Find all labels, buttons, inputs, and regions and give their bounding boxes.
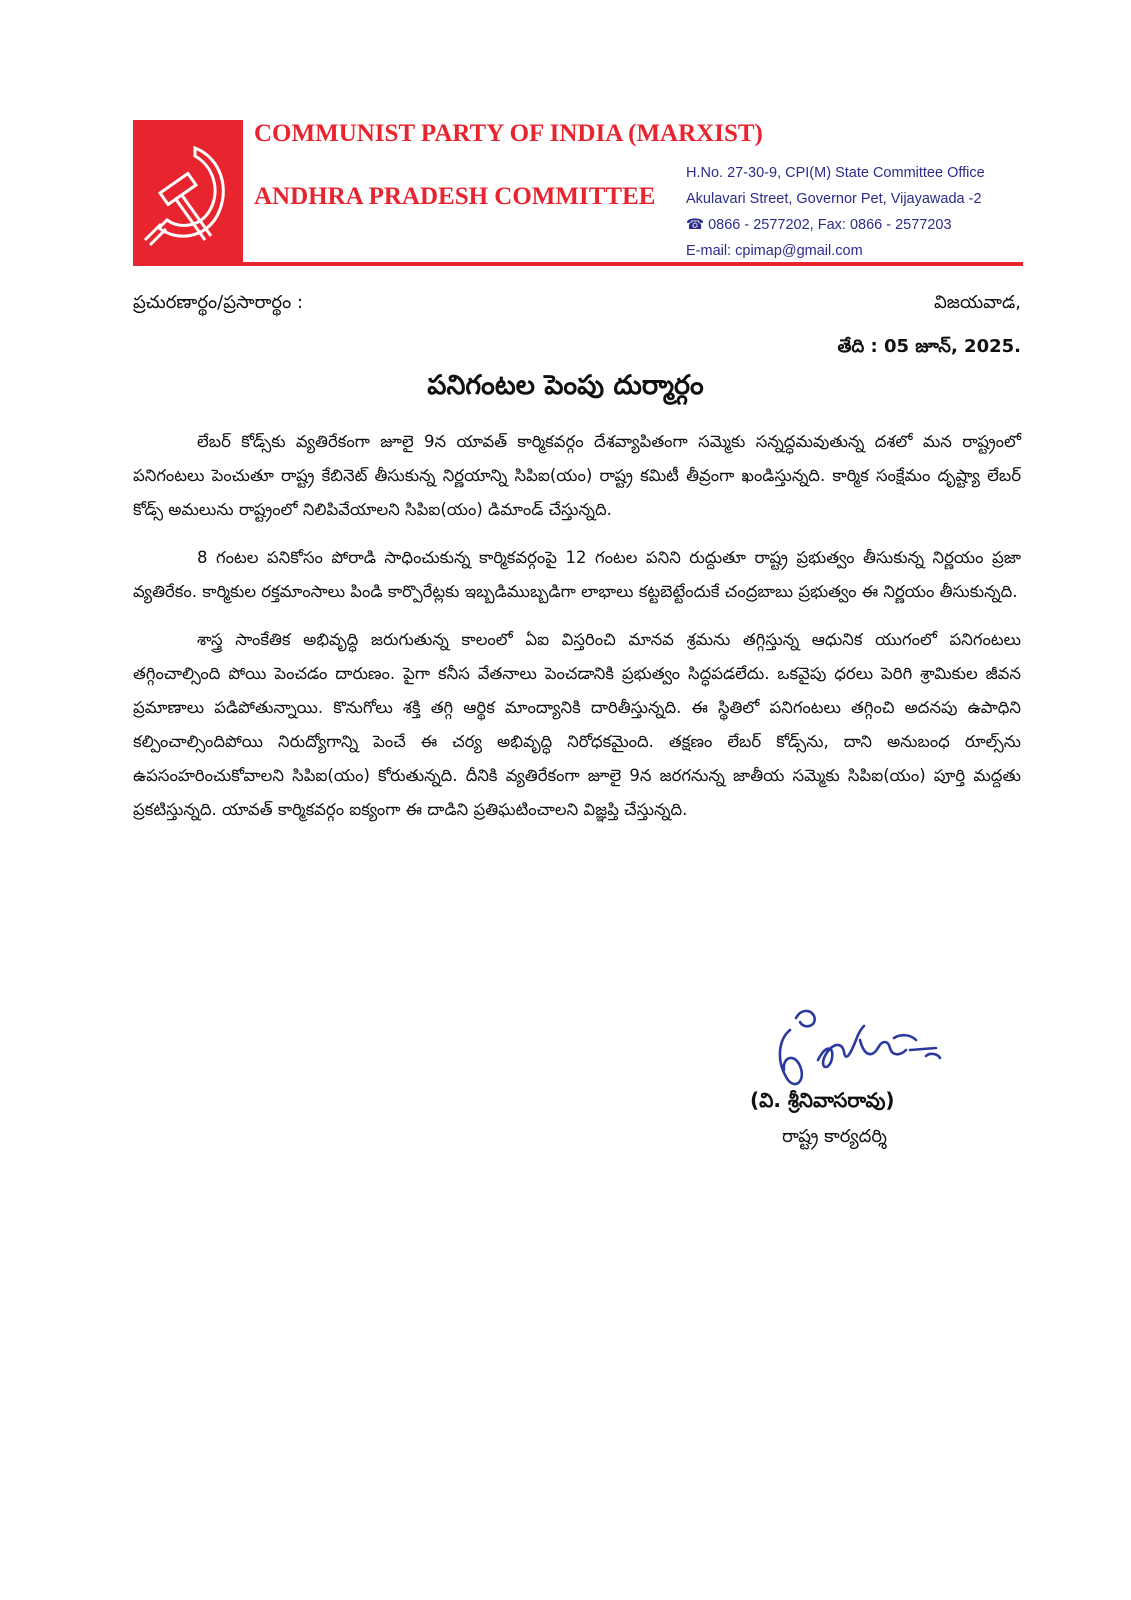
press-release-body [133,425,1021,841]
hammer-sickle-icon [133,120,243,266]
party-logo [133,120,243,266]
place-label: విజయవాడ, [933,292,1021,313]
org-committee-name: ANDHRA PRADESH COMMITTEE [254,183,656,210]
letterhead-divider [133,262,1023,266]
signatory-designation: రాష్ట్ర కార్యదర్శి [782,1126,887,1147]
body-paragraph-2: 8 గంటల పనికోసం పోరాడి సాధించుకున్న కార్మికవర్గంపై 12 గంటల పనిని రుద్దుతూ రాష్ట్ర ప్రభుత్వం తీసుకున్న నిర్ణయం ప్రజా వ్యతిరేకం. కార్మికుల రక్తమాంసాలు పిండి కార్పొరేట్లకు ఇబ్బడిముబ్బడిగా లాభాలు కట్టబెట్టేందుకే చంద్రబాబు ప్రభుత్వం ఈ నిర్ణయం తీసుకున్నది. [133,548,1021,601]
publication-label: ప్రచురణార్థం/ప్రసారార్థం : [133,292,304,313]
phone-fax-line: ☎ 0866 - 2577202, Fax: 0866 - 2577203 [686,217,952,233]
body-paragraph-1: లేబర్ కోడ్స్‌కు వ్యతిరేకంగా జూలై 9న యావత్ కార్మికవర్గం దేశవ్యాపితంగా సమ్మెకు సన్నద్ధమవుతున్న దశలో మన రాష్ట్రంలో పనిగంటలు పెంచుతూ రాష్ట్ర కేబినెట్ తీసుకున్న నిర్ణయాన్ని సిపిఐ(యం) రాష్ట్ర కమిటీ తీవ్రంగా ఖండిస్తున్నది. కార్మిక సంక్షేమం దృష్ట్యా లేబర్ కోడ్స్ అమలును రాష్ట్రంలో నిలిపివేయాలని సిపిఐ(యం) డిమాండ్ చేస్తున్నది. [133,432,1021,519]
email-line: E-mail: cpimap@gmail.com [686,243,863,259]
signature-block [740,1000,1000,1170]
press-release-title: పనిగంటల పెంపు దుర్మార్గం [427,370,704,401]
signatory-name: (వి. శ్రీనివాసరావు) [750,1088,895,1112]
body-paragraph-3: శాస్త్ర సాంకేతిక అభివృద్ధి జరుగుతున్న కాలంలో ఏఐ విస్తరించి మానవ శ్రమను తగ్గిస్తున్న ఆధునిక యుగంలో పనిగంటలు తగ్గించాల్సింది పోయి పెంచడం దారుణం. పైగా కనీస వేతనాలు పెంచడానికి ప్రభుత్వం సిద్ధపడలేదు. ఒకవైపు ధరలు పెరిగి శ్రామికుల జీవన ప్రమాణాలు పడిపోతున్నాయి. కొనుగోలు శక్తి తగ్గి ఆర్థిక మాంద్యానికి దారితీస్తున్నది. ఈ స్థితిలో పనిగంటలు తగ్గించి అదనపు ఉపాధిని కల్పించాల్సిందిపోయి నిరుద్యోగాన్ని పెంచే ఈ చర్య అభివృద్ధి నిరోధకమైంది. తక్షణం లేబర్ కోడ్స్‌ను, దాని అనుబంధ రూల్స్‌ను ఉపసంహరించుకోవాలని సిపిఐ(యం) కోరుతున్నది. దీనికి వ్యతిరేకంగా జూలై 9న జరగనున్న జాతీయ సమ్మెకు సిపిఐ(యం) పూర్తి మద్దతు ప్రకటిస్తున్నది. యావత్ కార్మికవర్గం ఐక్యంగా ఈ దాడిని ప్రతిఘటించాలని విజ్ఞప్తి చేస్తున్నది. [133,630,1021,819]
letterhead [133,120,1023,266]
address-line-2: Akulavari Street, Governor Pet, Vijayawada -2 [686,191,982,207]
office-address [686,160,985,264]
address-line-1: H.No. 27-30-9, CPI(M) State Committee Office [686,165,985,181]
handwritten-signature [760,1000,950,1095]
org-name-english: COMMUNIST PARTY OF INDIA (MARXIST) [254,120,763,147]
date-label: తేది : 05 జూన్, 2025. [837,336,1021,357]
